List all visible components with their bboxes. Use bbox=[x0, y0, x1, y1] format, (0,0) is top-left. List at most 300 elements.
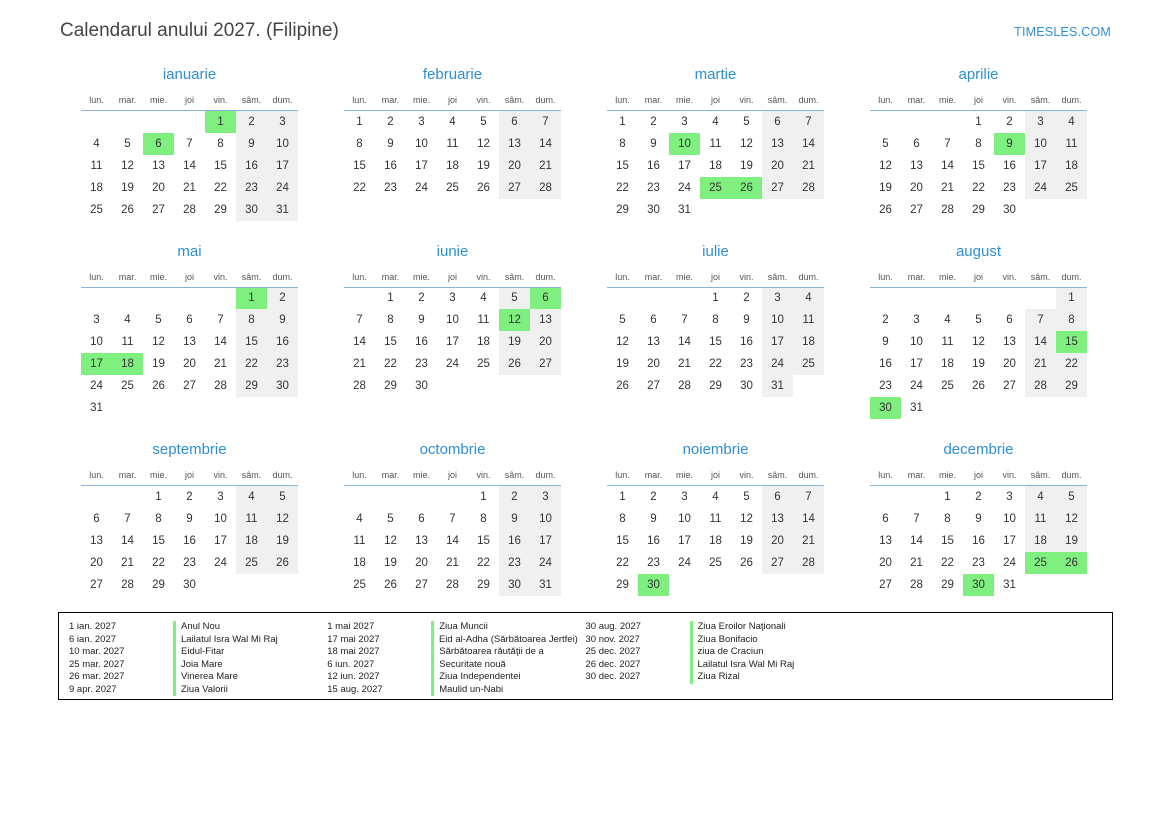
day-cell[interactable]: 8 bbox=[1056, 309, 1087, 331]
day-cell[interactable]: 10 bbox=[530, 508, 561, 530]
day-cell[interactable]: 6 bbox=[762, 111, 793, 133]
day-cell[interactable]: 6 bbox=[186, 314, 193, 326]
day-cell[interactable]: 4 bbox=[944, 314, 951, 326]
day-cell[interactable]: 19 bbox=[616, 358, 629, 370]
day-cell[interactable]: 8 bbox=[356, 137, 363, 150]
day-cell[interactable]: 12 bbox=[152, 336, 165, 348]
day-cell[interactable]: 25 bbox=[477, 358, 490, 370]
day-cell[interactable]: 26 bbox=[879, 203, 892, 216]
day-cell[interactable]: 22 bbox=[353, 181, 366, 194]
day-cell[interactable]: 12 bbox=[616, 336, 629, 348]
day-cell[interactable]: 4 bbox=[93, 137, 100, 150]
day-cell[interactable]: 14 bbox=[941, 159, 954, 172]
day-cell[interactable]: 26 bbox=[972, 380, 985, 392]
day-cell[interactable]: 14 bbox=[121, 534, 134, 547]
day-cell[interactable]: 6 bbox=[1006, 314, 1013, 326]
day-cell[interactable]: 13 bbox=[762, 133, 793, 155]
day-cell[interactable]: 20 bbox=[879, 556, 892, 569]
day-cell[interactable]: 31 bbox=[762, 375, 793, 397]
day-cell[interactable]: 15 bbox=[214, 159, 227, 172]
day-cell[interactable]: 2 bbox=[499, 486, 530, 508]
day-cell[interactable]: 5 bbox=[124, 137, 131, 150]
day-cell[interactable]: 24 bbox=[678, 181, 691, 194]
day-cell[interactable]: 24 bbox=[678, 556, 691, 569]
day-cell-holiday[interactable]: 1 bbox=[205, 111, 236, 133]
day-cell[interactable]: 14 bbox=[678, 336, 691, 348]
day-cell[interactable]: 15 bbox=[152, 534, 165, 547]
day-cell[interactable]: 20 bbox=[647, 358, 660, 370]
day-cell[interactable]: 26 bbox=[267, 552, 298, 574]
day-cell-holiday[interactable]: 30 bbox=[638, 574, 669, 596]
day-cell[interactable]: 12 bbox=[267, 508, 298, 530]
day-cell[interactable]: 25 bbox=[236, 552, 267, 574]
day-cell[interactable]: 24 bbox=[1003, 556, 1016, 569]
day-cell[interactable]: 5 bbox=[743, 115, 750, 128]
day-cell[interactable]: 31 bbox=[267, 199, 298, 221]
day-cell[interactable]: 23 bbox=[740, 358, 753, 370]
day-cell[interactable]: 17 bbox=[214, 534, 227, 547]
day-cell[interactable]: 18 bbox=[941, 358, 954, 370]
day-cell[interactable]: 28 bbox=[1025, 375, 1056, 397]
day-cell[interactable]: 16 bbox=[740, 336, 753, 348]
day-cell[interactable]: 12 bbox=[879, 159, 892, 172]
day-cell[interactable]: 10 bbox=[446, 314, 459, 326]
day-cell[interactable]: 23 bbox=[879, 380, 892, 392]
day-cell[interactable]: 9 bbox=[650, 137, 657, 150]
day-cell[interactable]: 7 bbox=[1025, 309, 1056, 331]
day-cell[interactable]: 30 bbox=[183, 578, 196, 591]
day-cell[interactable]: 1 bbox=[944, 490, 951, 503]
day-cell[interactable]: 20 bbox=[910, 181, 923, 194]
day-cell[interactable]: 3 bbox=[93, 314, 100, 326]
day-cell[interactable]: 3 bbox=[681, 490, 688, 503]
day-cell[interactable]: 25 bbox=[446, 181, 459, 194]
day-cell[interactable]: 3 bbox=[530, 486, 561, 508]
day-cell[interactable]: 4 bbox=[712, 490, 719, 503]
day-cell[interactable]: 18 bbox=[236, 530, 267, 552]
day-cell[interactable]: 4 bbox=[449, 115, 456, 128]
day-cell[interactable]: 25 bbox=[709, 556, 722, 569]
day-cell-holiday[interactable]: 12 bbox=[499, 309, 530, 331]
day-cell[interactable]: 17 bbox=[678, 159, 691, 172]
day-cell[interactable]: 8 bbox=[236, 309, 267, 331]
day-cell[interactable]: 7 bbox=[530, 111, 561, 133]
day-cell[interactable]: 10 bbox=[762, 309, 793, 331]
day-cell[interactable]: 14 bbox=[793, 508, 824, 530]
day-cell[interactable]: 29 bbox=[152, 578, 165, 591]
day-cell[interactable]: 21 bbox=[793, 530, 824, 552]
site-link[interactable]: TIMESLES.COM bbox=[1014, 25, 1111, 39]
day-cell[interactable]: 2 bbox=[267, 287, 298, 309]
day-cell[interactable]: 13 bbox=[879, 534, 892, 547]
day-cell[interactable]: 24 bbox=[90, 380, 103, 392]
day-cell[interactable]: 27 bbox=[499, 177, 530, 199]
day-cell[interactable]: 9 bbox=[186, 512, 193, 525]
day-cell[interactable]: 8 bbox=[619, 512, 626, 525]
day-cell[interactable]: 8 bbox=[712, 314, 719, 326]
day-cell[interactable]: 29 bbox=[941, 578, 954, 591]
day-cell[interactable]: 10 bbox=[267, 133, 298, 155]
day-cell[interactable]: 21 bbox=[1025, 353, 1056, 375]
day-cell[interactable]: 27 bbox=[415, 578, 428, 591]
day-cell[interactable]: 27 bbox=[762, 552, 793, 574]
day-cell[interactable]: 12 bbox=[477, 137, 490, 150]
day-cell[interactable]: 13 bbox=[499, 133, 530, 155]
day-cell[interactable]: 2 bbox=[743, 292, 750, 305]
day-cell[interactable]: 30 bbox=[740, 380, 753, 392]
day-cell[interactable]: 11 bbox=[709, 512, 722, 525]
day-cell[interactable]: 4 bbox=[1025, 486, 1056, 508]
day-cell[interactable]: 5 bbox=[267, 486, 298, 508]
day-cell-holiday[interactable]: 17 bbox=[81, 353, 112, 375]
day-cell[interactable]: 11 bbox=[793, 309, 824, 331]
day-cell-holiday[interactable]: 10 bbox=[669, 133, 700, 155]
day-cell[interactable]: 22 bbox=[709, 358, 722, 370]
day-cell[interactable]: 3 bbox=[267, 111, 298, 133]
day-cell-holiday[interactable]: 25 bbox=[1025, 552, 1056, 574]
day-cell[interactable]: 9 bbox=[743, 314, 750, 326]
day-cell[interactable]: 20 bbox=[762, 155, 793, 177]
day-cell[interactable]: 25 bbox=[90, 203, 103, 216]
day-cell[interactable]: 6 bbox=[913, 137, 920, 150]
day-cell[interactable]: 5 bbox=[1056, 486, 1087, 508]
day-cell[interactable]: 15 bbox=[477, 534, 490, 547]
day-cell[interactable]: 24 bbox=[1025, 177, 1056, 199]
day-cell[interactable]: 27 bbox=[879, 578, 892, 591]
day-cell[interactable]: 17 bbox=[1025, 155, 1056, 177]
day-cell[interactable]: 8 bbox=[944, 512, 951, 525]
day-cell-holiday[interactable]: 6 bbox=[143, 133, 174, 155]
day-cell[interactable]: 7 bbox=[793, 111, 824, 133]
day-cell[interactable]: 12 bbox=[1056, 508, 1087, 530]
day-cell[interactable]: 16 bbox=[236, 155, 267, 177]
day-cell[interactable]: 30 bbox=[499, 574, 530, 596]
day-cell[interactable]: 13 bbox=[530, 309, 561, 331]
day-cell[interactable]: 22 bbox=[236, 353, 267, 375]
day-cell[interactable]: 3 bbox=[1006, 490, 1013, 503]
day-cell[interactable]: 19 bbox=[972, 358, 985, 370]
day-cell[interactable]: 16 bbox=[267, 331, 298, 353]
day-cell[interactable]: 30 bbox=[415, 380, 428, 392]
day-cell[interactable]: 18 bbox=[477, 336, 490, 348]
day-cell[interactable]: 23 bbox=[647, 556, 660, 569]
day-cell[interactable]: 17 bbox=[415, 159, 428, 172]
day-cell[interactable]: 4 bbox=[793, 287, 824, 309]
day-cell[interactable]: 6 bbox=[93, 512, 100, 525]
day-cell[interactable]: 4 bbox=[356, 512, 363, 525]
day-cell[interactable]: 29 bbox=[616, 578, 629, 591]
day-cell-holiday[interactable]: 26 bbox=[1056, 552, 1087, 574]
day-cell[interactable]: 16 bbox=[647, 159, 660, 172]
day-cell[interactable]: 2 bbox=[975, 490, 982, 503]
day-cell[interactable]: 15 bbox=[972, 159, 985, 172]
day-cell[interactable]: 23 bbox=[267, 353, 298, 375]
day-cell[interactable]: 28 bbox=[183, 203, 196, 216]
day-cell-holiday[interactable]: 1 bbox=[236, 287, 267, 309]
day-cell[interactable]: 30 bbox=[267, 375, 298, 397]
day-cell[interactable]: 5 bbox=[975, 314, 982, 326]
day-cell[interactable]: 10 bbox=[910, 336, 923, 348]
day-cell[interactable]: 27 bbox=[1003, 380, 1016, 392]
day-cell[interactable]: 14 bbox=[910, 534, 923, 547]
day-cell[interactable]: 31 bbox=[910, 402, 923, 414]
day-cell[interactable]: 14 bbox=[353, 336, 366, 348]
day-cell[interactable]: 30 bbox=[1003, 203, 1016, 216]
day-cell[interactable]: 31 bbox=[530, 574, 561, 596]
day-cell[interactable]: 3 bbox=[913, 314, 920, 326]
day-cell[interactable]: 7 bbox=[793, 486, 824, 508]
day-cell[interactable]: 21 bbox=[941, 181, 954, 194]
day-cell[interactable]: 14 bbox=[1025, 331, 1056, 353]
day-cell[interactable]: 17 bbox=[1003, 534, 1016, 547]
day-cell[interactable]: 13 bbox=[183, 336, 196, 348]
day-cell[interactable]: 21 bbox=[530, 155, 561, 177]
day-cell[interactable]: 17 bbox=[762, 331, 793, 353]
day-cell[interactable]: 24 bbox=[762, 353, 793, 375]
day-cell[interactable]: 7 bbox=[124, 512, 131, 525]
day-cell[interactable]: 16 bbox=[647, 534, 660, 547]
day-cell[interactable]: 3 bbox=[418, 115, 425, 128]
day-cell[interactable]: 29 bbox=[616, 203, 629, 216]
day-cell[interactable]: 27 bbox=[152, 203, 165, 216]
day-cell[interactable]: 11 bbox=[446, 137, 459, 150]
day-cell[interactable]: 23 bbox=[1003, 181, 1016, 194]
day-cell[interactable]: 22 bbox=[477, 556, 490, 569]
day-cell[interactable]: 5 bbox=[480, 115, 487, 128]
day-cell[interactable]: 15 bbox=[709, 336, 722, 348]
day-cell[interactable]: 24 bbox=[415, 181, 428, 194]
day-cell-holiday[interactable]: 25 bbox=[700, 177, 731, 199]
day-cell[interactable]: 12 bbox=[384, 534, 397, 547]
day-cell[interactable]: 28 bbox=[530, 177, 561, 199]
day-cell[interactable]: 3 bbox=[1025, 111, 1056, 133]
day-cell[interactable]: 23 bbox=[236, 177, 267, 199]
day-cell[interactable]: 18 bbox=[90, 181, 103, 194]
day-cell[interactable]: 11 bbox=[1025, 508, 1056, 530]
day-cell[interactable]: 21 bbox=[214, 358, 227, 370]
day-cell[interactable]: 24 bbox=[910, 380, 923, 392]
day-cell[interactable]: 13 bbox=[647, 336, 660, 348]
day-cell[interactable]: 13 bbox=[1003, 336, 1016, 348]
day-cell[interactable]: 24 bbox=[530, 552, 561, 574]
day-cell[interactable]: 27 bbox=[183, 380, 196, 392]
day-cell[interactable]: 31 bbox=[678, 203, 691, 216]
day-cell[interactable]: 5 bbox=[499, 287, 530, 309]
day-cell[interactable]: 6 bbox=[882, 512, 889, 525]
day-cell[interactable]: 7 bbox=[217, 314, 224, 326]
day-cell[interactable]: 1 bbox=[1056, 287, 1087, 309]
day-cell[interactable]: 27 bbox=[762, 177, 793, 199]
day-cell[interactable]: 27 bbox=[530, 353, 561, 375]
day-cell[interactable]: 1 bbox=[619, 115, 626, 128]
day-cell[interactable]: 21 bbox=[183, 181, 196, 194]
day-cell[interactable]: 24 bbox=[214, 556, 227, 569]
day-cell[interactable]: 10 bbox=[90, 336, 103, 348]
day-cell[interactable]: 22 bbox=[941, 556, 954, 569]
day-cell[interactable]: 15 bbox=[616, 534, 629, 547]
day-cell[interactable]: 11 bbox=[709, 137, 722, 150]
day-cell[interactable]: 1 bbox=[356, 115, 363, 128]
day-cell[interactable]: 25 bbox=[121, 380, 134, 392]
day-cell[interactable]: 4 bbox=[712, 115, 719, 128]
day-cell[interactable]: 17 bbox=[678, 534, 691, 547]
day-cell[interactable]: 12 bbox=[740, 137, 753, 150]
day-cell[interactable]: 19 bbox=[152, 358, 165, 370]
day-cell[interactable]: 29 bbox=[972, 203, 985, 216]
day-cell[interactable]: 26 bbox=[740, 556, 753, 569]
day-cell[interactable]: 16 bbox=[879, 358, 892, 370]
day-cell[interactable]: 21 bbox=[678, 358, 691, 370]
day-cell[interactable]: 11 bbox=[353, 534, 366, 547]
day-cell[interactable]: 23 bbox=[384, 181, 397, 194]
day-cell[interactable]: 18 bbox=[1056, 155, 1087, 177]
day-cell[interactable]: 5 bbox=[743, 490, 750, 503]
day-cell[interactable]: 28 bbox=[941, 203, 954, 216]
day-cell[interactable]: 18 bbox=[709, 159, 722, 172]
day-cell[interactable]: 9 bbox=[650, 512, 657, 525]
day-cell[interactable]: 4 bbox=[480, 292, 487, 305]
day-cell[interactable]: 2 bbox=[650, 115, 657, 128]
day-cell[interactable]: 22 bbox=[1056, 353, 1087, 375]
day-cell[interactable]: 30 bbox=[236, 199, 267, 221]
day-cell[interactable]: 3 bbox=[762, 287, 793, 309]
day-cell[interactable]: 8 bbox=[217, 137, 224, 150]
day-cell[interactable]: 18 bbox=[1025, 530, 1056, 552]
day-cell[interactable]: 25 bbox=[941, 380, 954, 392]
day-cell[interactable]: 22 bbox=[616, 556, 629, 569]
day-cell[interactable]: 19 bbox=[267, 530, 298, 552]
day-cell[interactable]: 7 bbox=[681, 314, 688, 326]
day-cell[interactable]: 12 bbox=[121, 159, 134, 172]
day-cell[interactable]: 14 bbox=[793, 133, 824, 155]
day-cell-holiday[interactable]: 15 bbox=[1056, 331, 1087, 353]
day-cell[interactable]: 1 bbox=[975, 115, 982, 128]
day-cell[interactable]: 7 bbox=[944, 137, 951, 150]
day-cell[interactable]: 18 bbox=[793, 331, 824, 353]
day-cell[interactable]: 18 bbox=[709, 534, 722, 547]
day-cell[interactable]: 2 bbox=[650, 490, 657, 503]
day-cell[interactable]: 1 bbox=[712, 292, 719, 305]
day-cell[interactable]: 15 bbox=[616, 159, 629, 172]
day-cell[interactable]: 5 bbox=[882, 137, 889, 150]
day-cell[interactable]: 19 bbox=[121, 181, 134, 194]
day-cell[interactable]: 23 bbox=[183, 556, 196, 569]
day-cell-holiday[interactable]: 18 bbox=[112, 353, 143, 375]
day-cell[interactable]: 10 bbox=[1025, 133, 1056, 155]
day-cell[interactable]: 20 bbox=[499, 155, 530, 177]
day-cell[interactable]: 7 bbox=[356, 314, 363, 326]
day-cell[interactable]: 11 bbox=[236, 508, 267, 530]
day-cell[interactable]: 11 bbox=[941, 336, 954, 348]
day-cell[interactable]: 4 bbox=[124, 314, 131, 326]
day-cell[interactable]: 25 bbox=[1056, 177, 1087, 199]
day-cell[interactable]: 27 bbox=[90, 578, 103, 591]
day-cell[interactable]: 8 bbox=[975, 137, 982, 150]
day-cell[interactable]: 2 bbox=[418, 292, 425, 305]
day-cell[interactable]: 4 bbox=[1056, 111, 1087, 133]
day-cell[interactable]: 27 bbox=[647, 380, 660, 392]
day-cell[interactable]: 31 bbox=[1003, 578, 1016, 591]
day-cell[interactable]: 16 bbox=[415, 336, 428, 348]
day-cell[interactable]: 15 bbox=[941, 534, 954, 547]
day-cell[interactable]: 5 bbox=[155, 314, 162, 326]
day-cell[interactable]: 29 bbox=[709, 380, 722, 392]
day-cell[interactable]: 4 bbox=[236, 486, 267, 508]
day-cell[interactable]: 2 bbox=[1006, 115, 1013, 128]
day-cell[interactable]: 20 bbox=[183, 358, 196, 370]
day-cell[interactable]: 22 bbox=[972, 181, 985, 194]
day-cell[interactable]: 12 bbox=[972, 336, 985, 348]
day-cell[interactable]: 23 bbox=[647, 181, 660, 194]
day-cell[interactable]: 19 bbox=[879, 181, 892, 194]
day-cell[interactable]: 26 bbox=[152, 380, 165, 392]
day-cell[interactable]: 19 bbox=[1056, 530, 1087, 552]
day-cell[interactable]: 27 bbox=[910, 203, 923, 216]
day-cell[interactable]: 21 bbox=[910, 556, 923, 569]
day-cell[interactable]: 26 bbox=[616, 380, 629, 392]
day-cell[interactable]: 14 bbox=[530, 133, 561, 155]
day-cell[interactable]: 22 bbox=[214, 181, 227, 194]
day-cell[interactable]: 29 bbox=[236, 375, 267, 397]
day-cell-holiday[interactable]: 6 bbox=[530, 287, 561, 309]
day-cell[interactable]: 17 bbox=[910, 358, 923, 370]
day-cell-holiday[interactable]: 30 bbox=[870, 397, 901, 419]
day-cell[interactable]: 6 bbox=[418, 512, 425, 525]
day-cell[interactable]: 17 bbox=[530, 530, 561, 552]
day-cell[interactable]: 20 bbox=[152, 181, 165, 194]
day-cell[interactable]: 15 bbox=[384, 336, 397, 348]
day-cell[interactable]: 3 bbox=[681, 115, 688, 128]
day-cell[interactable]: 16 bbox=[1003, 159, 1016, 172]
day-cell[interactable]: 20 bbox=[762, 530, 793, 552]
day-cell[interactable]: 7 bbox=[186, 137, 193, 150]
day-cell[interactable]: 9 bbox=[882, 336, 889, 348]
day-cell[interactable]: 22 bbox=[616, 181, 629, 194]
day-cell[interactable]: 28 bbox=[793, 552, 824, 574]
day-cell[interactable]: 13 bbox=[910, 159, 923, 172]
day-cell[interactable]: 1 bbox=[155, 490, 162, 503]
day-cell[interactable]: 23 bbox=[499, 552, 530, 574]
day-cell[interactable]: 13 bbox=[762, 508, 793, 530]
day-cell[interactable]: 24 bbox=[267, 177, 298, 199]
day-cell[interactable]: 19 bbox=[740, 159, 753, 172]
day-cell[interactable]: 8 bbox=[155, 512, 162, 525]
day-cell[interactable]: 5 bbox=[387, 512, 394, 525]
day-cell-holiday[interactable]: 26 bbox=[731, 177, 762, 199]
day-cell[interactable]: 19 bbox=[740, 534, 753, 547]
day-cell[interactable]: 20 bbox=[530, 331, 561, 353]
day-cell[interactable]: 13 bbox=[415, 534, 428, 547]
day-cell[interactable]: 8 bbox=[619, 137, 626, 150]
day-cell[interactable]: 30 bbox=[647, 203, 660, 216]
day-cell[interactable]: 3 bbox=[449, 292, 456, 305]
day-cell[interactable]: 8 bbox=[480, 512, 487, 525]
day-cell[interactable]: 21 bbox=[121, 556, 134, 569]
day-cell[interactable]: 10 bbox=[1003, 512, 1016, 525]
day-cell[interactable]: 7 bbox=[449, 512, 456, 525]
day-cell[interactable]: 14 bbox=[446, 534, 459, 547]
day-cell[interactable]: 2 bbox=[387, 115, 394, 128]
day-cell[interactable]: 23 bbox=[972, 556, 985, 569]
day-cell[interactable]: 19 bbox=[477, 159, 490, 172]
day-cell[interactable]: 14 bbox=[214, 336, 227, 348]
day-cell[interactable]: 26 bbox=[477, 181, 490, 194]
day-cell[interactable]: 9 bbox=[975, 512, 982, 525]
day-cell[interactable]: 26 bbox=[499, 353, 530, 375]
day-cell[interactable]: 10 bbox=[415, 137, 428, 150]
day-cell[interactable]: 1 bbox=[480, 490, 487, 503]
day-cell[interactable]: 29 bbox=[477, 578, 490, 591]
